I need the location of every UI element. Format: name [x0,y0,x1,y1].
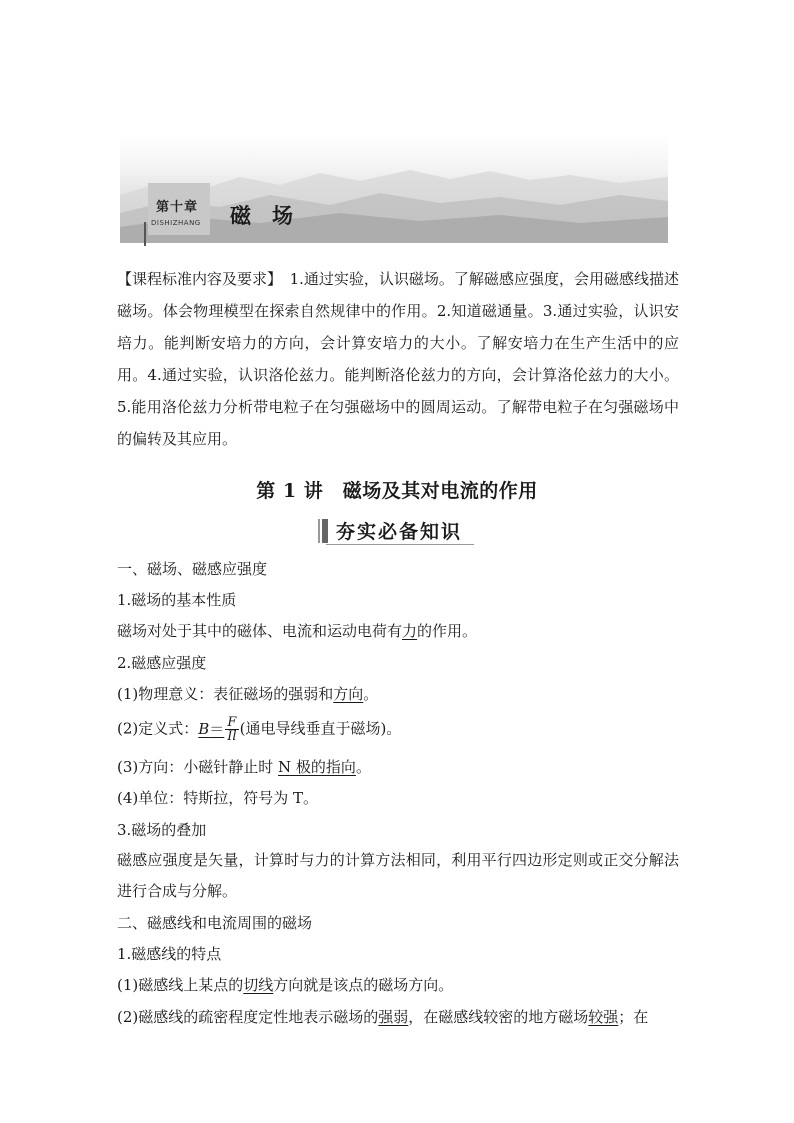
section-1-title: 一、磁场、磁感应强度 [117,560,268,578]
section-tag-marker-thin [318,519,320,543]
blank-answer: 强弱 [378,1008,409,1026]
blank-answer: 较强 [588,1008,619,1026]
subsection-2-1-title: 1.磁感线的特点 [117,945,222,963]
subsection-1-1-text: 磁场对处于其中的磁体、电流和运动电荷有力的作用。 [117,622,478,640]
blank-answer: N 极的指向 [278,758,356,776]
section-tag [318,515,474,545]
item-unit: (4)单位：特斯拉，符号为 T。 [117,789,319,807]
blank-answer: 切线 [243,976,274,994]
chapter-bracket-line [144,222,146,246]
section-tag-marker [322,519,328,543]
section-2-title: 二、磁感线和电流周围的磁场 [117,914,313,932]
subsection-1-3-text: 磁感应强度是矢量，计算时与力的计算方法相同，利用平行四边形定则或正交分解法进行合成与分解。 [117,851,679,900]
blank-answer: 方向 [333,685,364,703]
item-definition-formula: (2)定义式：B＝ $\frac{F}{Il}$ (通电导线垂直于磁场)。 [117,715,402,744]
blank-answer: 力 [402,622,418,640]
standards-heading: 【课程标准内容及要求】 [117,270,275,288]
item-tangent-direction: (1)磁感线上某点的切线方向就是该点的磁场方向。 [117,976,454,994]
blank-answer-formula: B＝ $\frac{F}{Il}$ [198,715,237,744]
item-physical-meaning: (1)物理意义：表征磁场的强弱和方向。 [117,685,379,703]
chapter-number: 第十章 [156,200,199,215]
curriculum-standards [117,263,679,455]
chapter-pinyin: DISHIZHANG [151,219,201,227]
section-tag-underline [326,544,474,545]
item-density: (2)磁感线的疏密程度定性地表示磁场的强弱，在磁感线较密的地方磁场较强；在 [117,1008,649,1026]
subsection-1-2-title: 2.磁感应强度 [117,654,207,672]
subsection-1-1-title: 1.磁场的基本性质 [117,591,237,609]
chapter-title: 磁 场 [230,204,293,228]
standards-text: 1.通过实验，认识磁场。了解磁感应强度，会用磁感线描述磁场。体会物理模型在探索自然规律中的作用。2.知道磁通量。3.通过实验，认识安培力。能判断安培力的方向，会计算安培力的大小。了解安培力在生产生活中的应用。4.通过实验，认识洛伦兹力。能判断洛伦兹力的方向，会计算洛伦兹力的大小。5.能用洛伦兹力分析带电粒子在匀强磁场中的圆周运动。了解带电粒子在匀强磁场中的偏转及其应用。 [117,270,679,448]
item-direction: (3)方向：小磁针静止时 N 极的指向。 [117,758,371,776]
fraction-f-over-il: $\frac{F}{Il}$ [227,715,237,744]
lecture-title: 第 1 讲 磁场及其对电流的作用 [256,480,538,502]
subsection-1-3-title: 3.磁场的叠加 [117,821,207,839]
section-tag-text: 夯实必备知识 [336,521,463,543]
